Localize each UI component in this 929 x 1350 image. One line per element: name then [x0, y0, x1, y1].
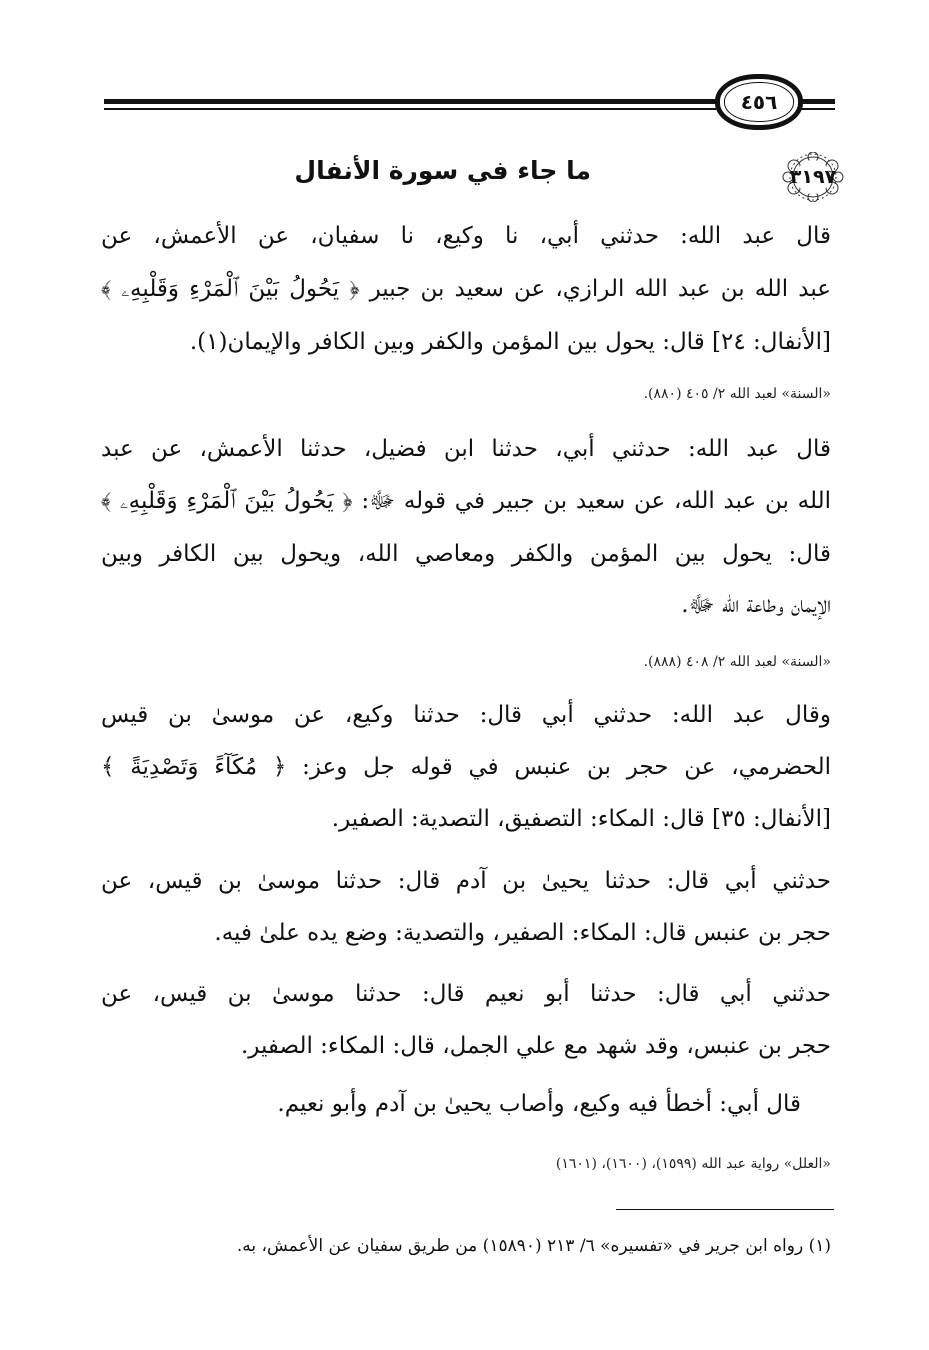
- paragraph-line: [الأنفال: ٢٤] قال: يحول بين المؤمن والكفر وبين الكافر والإيمان(١).: [189, 329, 831, 355]
- page-number-badge: [715, 74, 803, 130]
- paragraph-line: حجر بن عنبس قال: المكاء: الصفير، والتصدية: وضع يده علىٰ فيه.: [214, 920, 831, 946]
- paragraph-line: حجر بن عنبس، وقد شهد مع علي الجمل، قال: المكاء: الصفير.: [240, 1033, 831, 1059]
- source-reference: «السنة» لعبد الله ٢/ ٤٠٥ (٨٨٠).: [643, 386, 831, 402]
- header-rule: [800, 99, 835, 104]
- paragraph-line: حدثني أبي قال: حدثنا يحيىٰ بن آدم قال: حدثنا موسىٰ بن قيس، عن: [101, 868, 831, 894]
- paragraph-line: الله بن عبد الله، عن سعيد بن جبير في قوله ﷻ: ﴿ يَحُولُ بَيْنَ ٱلْمَرْءِ وَقَلْبِهِۦ ﴾: [101, 488, 831, 514]
- paragraph-line: عبد الله بن عبد الله الرازي، عن سعيد بن جبير ﴿ يَحُولُ بَيْنَ ٱلْمَرْءِ وَقَلْبِهِۦ ﴾: [101, 276, 831, 302]
- footnote-separator: [616, 1209, 834, 1210]
- paragraph-line: [الأنفال: ٣٥] قال: المكاء: التصفيق، التصدية: الصفير.: [331, 806, 831, 832]
- section-number-ornament: [780, 152, 846, 202]
- header-rule: [800, 108, 835, 110]
- section-number: ٣١٩٧: [789, 166, 837, 188]
- paragraph-line: وقال عبد الله: حدثني أبي قال: حدثنا وكيع، عن موسىٰ بن قيس: [101, 702, 831, 728]
- paragraph-line: حدثني أبي قال: حدثنا أبو نعيم قال: حدثنا موسىٰ بن قيس، عن: [101, 981, 831, 1007]
- paragraph-line: قال أبي: أخطأ فيه وكيع، وأصاب يحيىٰ بن آدم وأبو نعيم.: [277, 1091, 801, 1117]
- page-number: ٤٥٦: [740, 90, 778, 114]
- source-reference: «العلل» رواية عبد الله (١٥٩٩)، (١٦٠٠)، (١٦٠١): [555, 1156, 831, 1172]
- paragraph-line: قال عبد الله: حدثني أبي، حدثنا ابن فضيل، حدثنا الأعمش، عن عبد: [101, 436, 831, 462]
- header-rule: [104, 108, 716, 110]
- paragraph-line: قال: يحول بين المؤمن والكفر ومعاصي الله، ويحول بين الكافر وبين: [101, 541, 831, 567]
- paragraph-line: الإيمان وطاعة الله ﷻ.: [681, 592, 831, 618]
- section-title: ما جاء في سورة الأنفال: [294, 156, 591, 185]
- paragraph-line: قال عبد الله: حدثني أبي، نا وكيع، نا سفيان، عن الأعمش، عن: [101, 223, 831, 249]
- source-reference: «السنة» لعبد الله ٢/ ٤٠٨ (٨٨٨).: [643, 654, 831, 670]
- header-rule: [104, 99, 716, 104]
- paragraph-line: الحضرمي، عن حجر بن عنبس في قوله جل وعز: ﴿ مُكَآءً وَتَصْدِيَةً ﴾: [101, 754, 831, 780]
- footnote: (١) رواه ابن جرير في «تفسيره» ٦/ ٢١٣ (١٥٨٩٠) من طريق سفيان عن الأعمش، به.: [236, 1236, 831, 1256]
